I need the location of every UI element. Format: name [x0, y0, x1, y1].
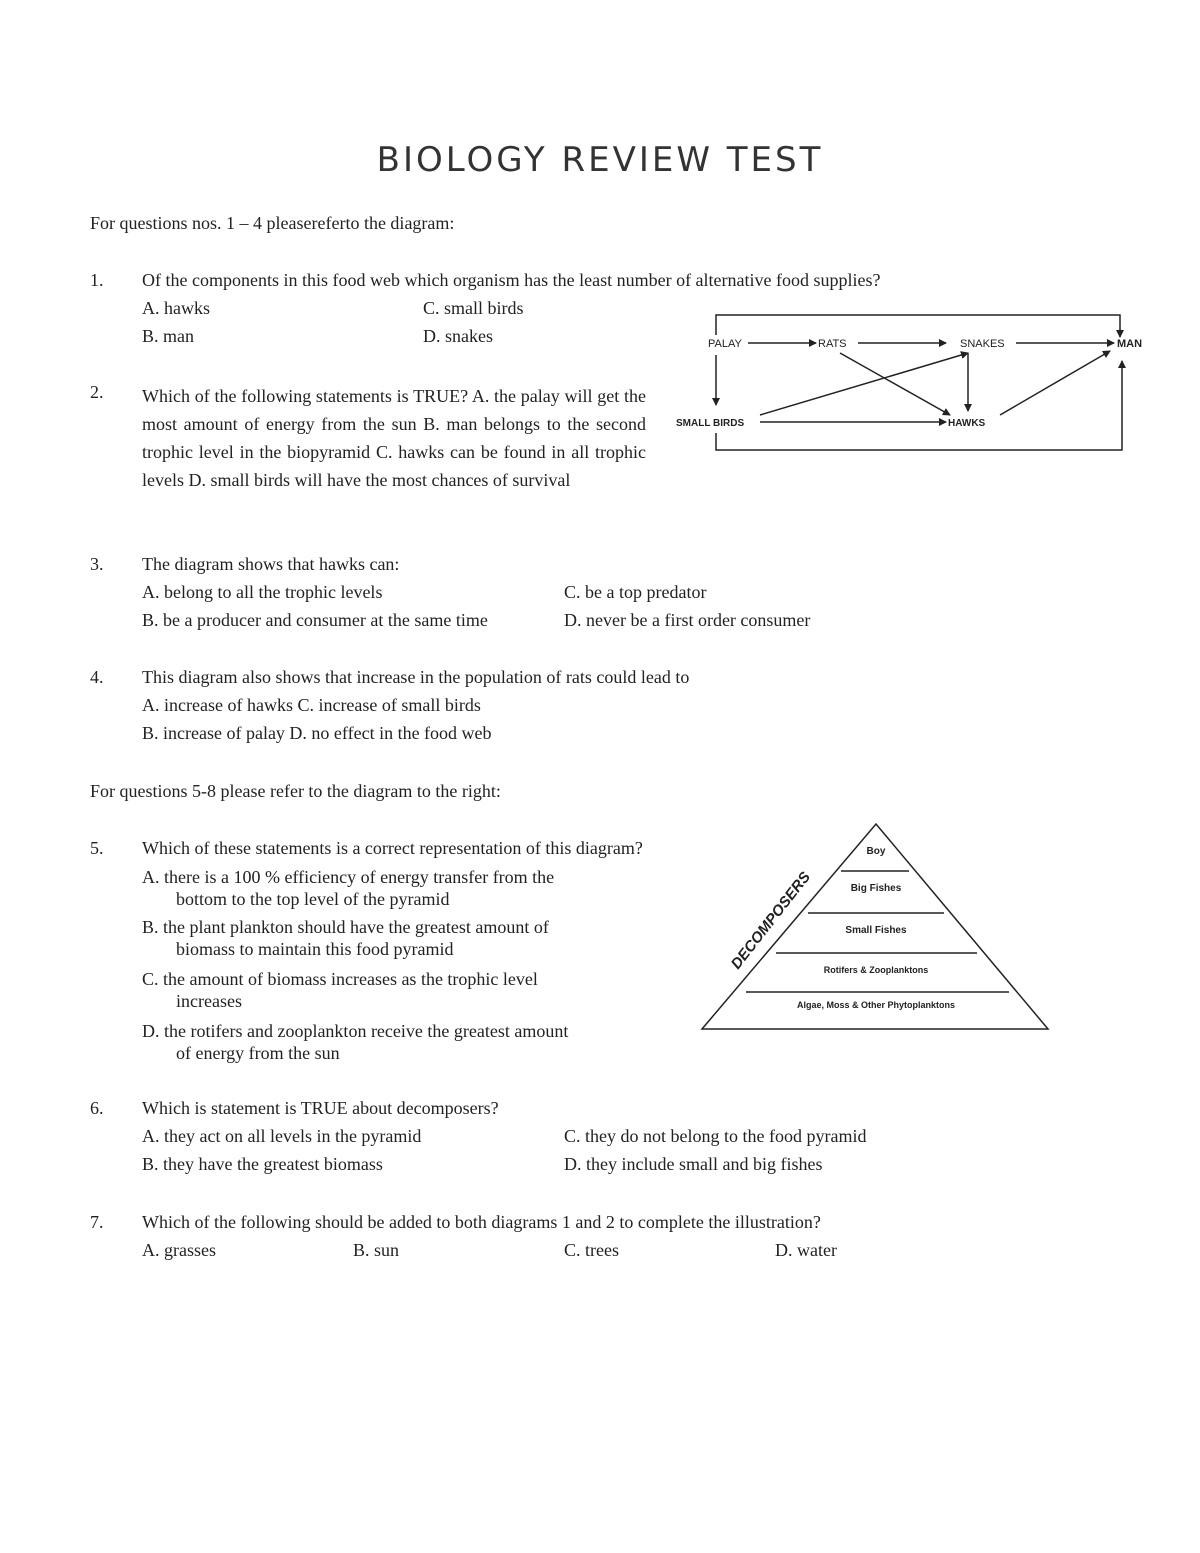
intro-questions-1-4: For questions nos. 1 – 4 pleasereferto the diagram:: [90, 213, 455, 233]
options-line-1: A. increase of hawks C. increase of small birds: [142, 695, 481, 715]
food-web-diagram: [670, 305, 1150, 465]
question-number: 2.: [90, 382, 104, 402]
question-number: 7.: [90, 1212, 104, 1232]
question-number: 6.: [90, 1098, 104, 1118]
page-title: BIOLOGY REVIEW TEST: [376, 140, 824, 180]
option-a: A. they act on all levels in the pyramid: [142, 1126, 422, 1146]
option-a: A. grasses: [142, 1240, 216, 1260]
option-b: B. they have the greatest biomass: [142, 1154, 383, 1174]
question-text: The diagram shows that hawks can:: [142, 554, 400, 574]
question-number: 1.: [90, 270, 104, 290]
node-hawks: HAWKS: [948, 418, 986, 429]
option-c: [142, 968, 622, 1012]
option-b: B. man: [142, 326, 194, 346]
question-text: Which is statement is TRUE about decomposers?: [142, 1098, 499, 1118]
option-c-line-1: C. the amount of biomass increases as the trophic level: [142, 969, 538, 989]
node-snakes: SNAKES: [960, 338, 1005, 350]
intro-questions-5-8: For questions 5-8 please refer to the diagram to the right:: [90, 781, 501, 801]
question-text: Which of these statements is a correct representation of this diagram?: [142, 838, 643, 858]
option-a-line-2: bottom to the top level of the pyramid: [176, 889, 450, 909]
question-text: Which of the following statements is TRUE? A. the palay will get the most amount of energy from the sun B. man belongs to the second trophic level in the biopyramid C. hawks can be found in all trophic levels D. small birds will have the most chances of survival: [142, 386, 646, 490]
node-palay: PALAY: [708, 338, 742, 350]
food-pyramid-diagram: [700, 820, 1052, 1032]
node-man: MAN: [1117, 338, 1143, 350]
level-rotifers-zooplanktons: Rotifers & Zooplanktons: [823, 965, 929, 975]
question-number: 3.: [90, 554, 104, 574]
option-b: [142, 916, 622, 960]
question-text: This diagram also shows that increase in the population of rats could lead to: [142, 667, 690, 687]
option-d: [142, 1020, 662, 1064]
node-rats: RATS: [818, 338, 847, 350]
level-small-fishes: Small Fishes: [845, 925, 907, 936]
option-d: D. snakes: [423, 326, 493, 346]
question-text: Of the components in this food web which organism has the least number of alternative food supplies?: [142, 270, 881, 290]
question-number: 4.: [90, 667, 104, 687]
option-d: D. water: [775, 1240, 837, 1260]
option-c: C. they do not belong to the food pyramid: [564, 1126, 867, 1146]
option-a-line-1: A. there is a 100 % efficiency of energy transfer from the: [142, 867, 555, 887]
node-small-birds: SMALL BIRDS: [676, 418, 745, 429]
option-d-line-1: D. the rotifers and zooplankton receive the greatest amount: [142, 1021, 569, 1041]
option-c: C. be a top predator: [564, 582, 707, 602]
option-d-line-2: of energy from the sun: [176, 1043, 340, 1063]
option-b-line-1: B. the plant plankton should have the greatest amount of: [142, 917, 549, 937]
options-line-2: B. increase of palay D. no effect in the food web: [142, 723, 492, 743]
decomposers-label: DECOMPOSERS: [727, 868, 815, 973]
question-number: 5.: [90, 838, 104, 858]
option-a: [142, 866, 622, 910]
level-boy: Boy: [866, 846, 886, 857]
option-d: D. never be a first order consumer: [564, 610, 811, 630]
option-c-line-2: increases: [176, 991, 242, 1011]
question-text: Which of the following should be added to both diagrams 1 and 2 to complete the illustration?: [142, 1212, 821, 1232]
option-b: B. be a producer and consumer at the same time: [142, 610, 488, 630]
level-algae-phytoplanktons: Algae, Moss & Other Phytoplanktons: [796, 1000, 956, 1010]
option-b-line-2: biomass to maintain this food pyramid: [176, 939, 454, 959]
option-b: B. sun: [353, 1240, 400, 1260]
option-c: C. trees: [564, 1240, 619, 1260]
option-a: A. belong to all the trophic levels: [142, 582, 383, 602]
level-big-fishes: Big Fishes: [850, 883, 902, 894]
option-c: C. small birds: [423, 298, 524, 318]
option-a: A. hawks: [142, 298, 210, 318]
option-d: D. they include small and big fishes: [564, 1154, 823, 1174]
